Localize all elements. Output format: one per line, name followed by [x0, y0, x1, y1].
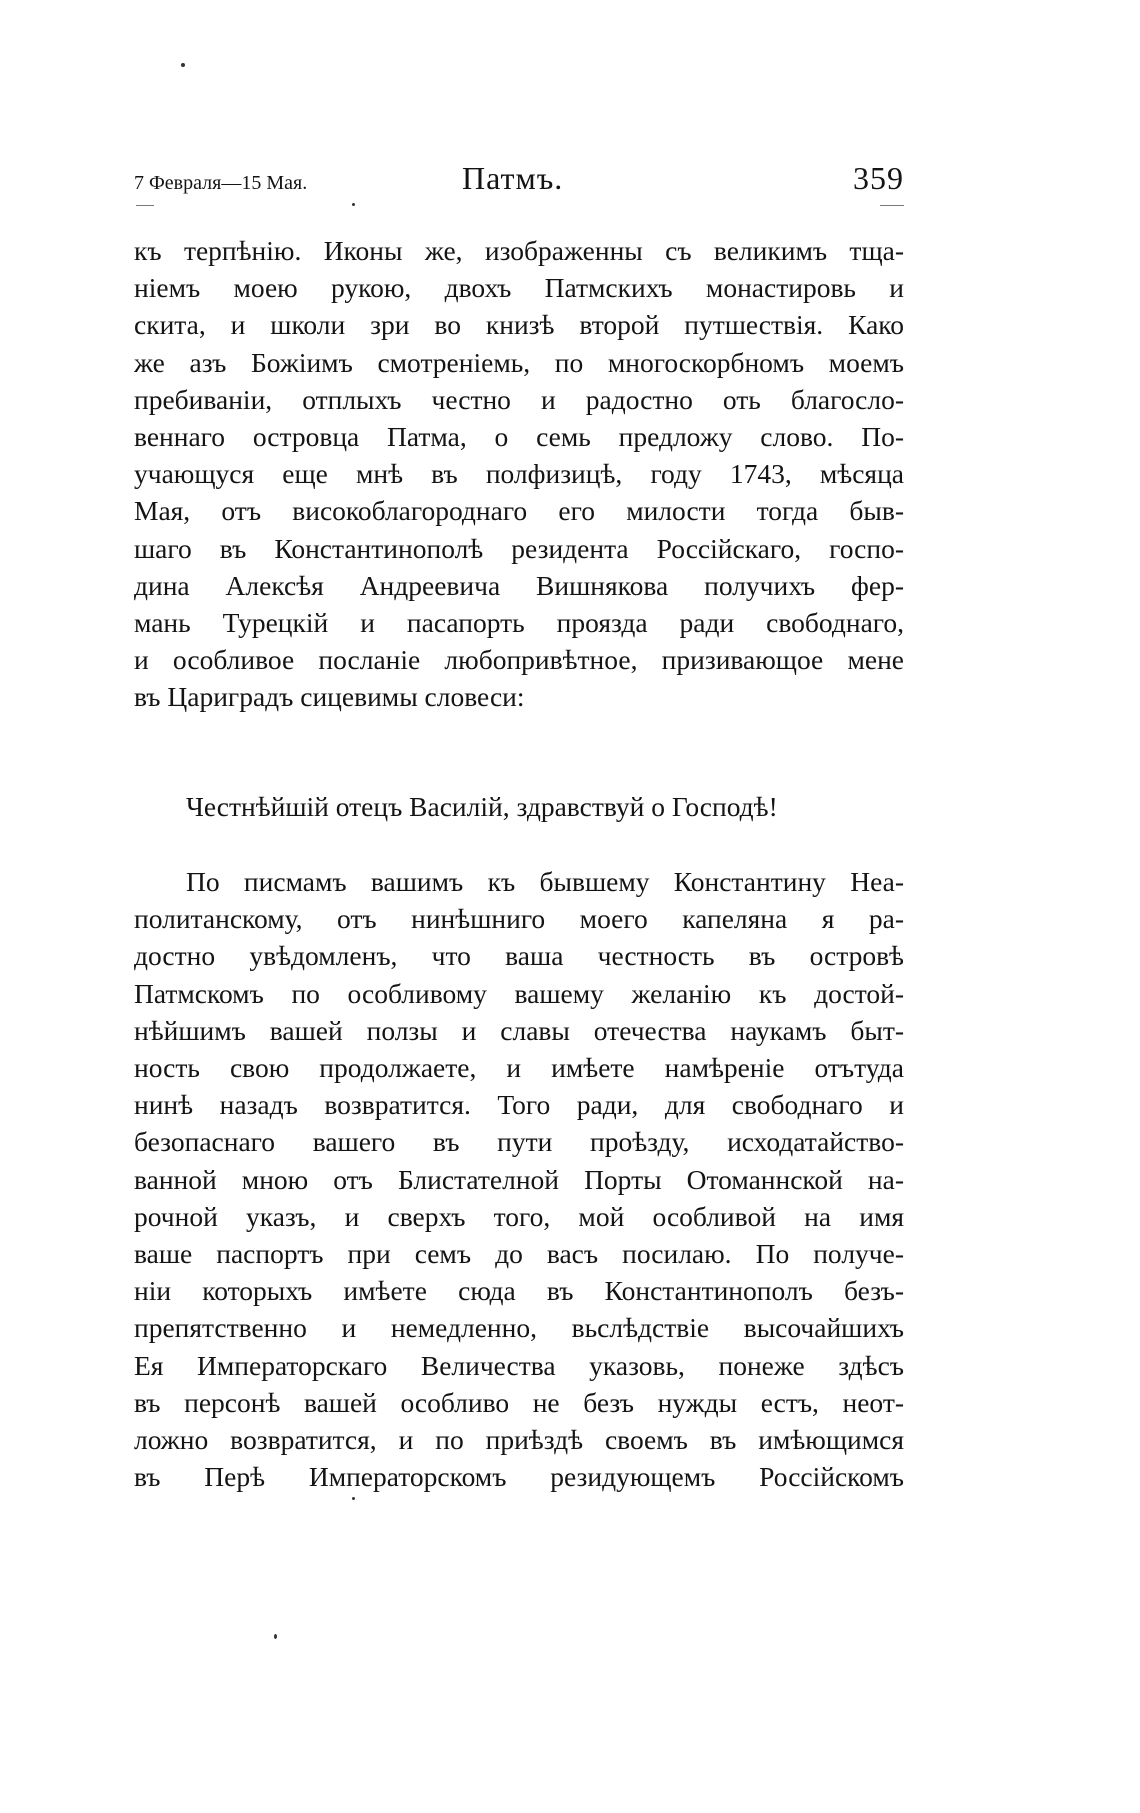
text-line: учающуся еще мнѣ въ полфизицѣ, году 1743, мѣсяца	[134, 458, 904, 490]
running-header	[134, 160, 904, 200]
text-line: же азъ Божіимъ смотреніемь, по многоскорбномъ моемъ	[134, 346, 904, 378]
page-number: 359	[853, 160, 904, 196]
text-line: скита, и школи зри во книзѣ второй путшествія. Како	[134, 309, 904, 341]
ink-speck	[274, 1634, 277, 1639]
header-date-range: 7 Февраля—15 Мая.	[134, 172, 308, 194]
text-line: и особливое посланіе любопривѣтное, призивающое мене	[134, 644, 904, 676]
text-line: въ персонѣ вашей особливо не безъ нужды естъ, неот-	[134, 1386, 904, 1418]
text-line: Патмскомъ по особливому вашему желанію къ достой-	[134, 977, 904, 1009]
text-line: въ Перѣ Императорскомъ резидующемъ Россійскомъ	[134, 1461, 904, 1493]
text-line: нѣйшимъ вашей ползы и славы отечества наукамъ быт-	[134, 1014, 904, 1046]
text-line: Мая, отъ високоблагороднаго его милости тогда быв-	[134, 495, 904, 527]
text-line: пребиваніи, отплыхъ честно и радостно оть благосло-	[134, 383, 904, 415]
text-line: шаго въ Константинополѣ резидента Россійскаго, госпо-	[134, 532, 904, 564]
text-line: ность свою продолжаете, и имѣете намѣреніе отътуда	[134, 1052, 904, 1084]
text-line: нинѣ назадъ возвратится. Того ради, для свободнаго и	[134, 1089, 904, 1121]
text-line: Ея Императорскаго Величества указовь, понеже здѣсъ	[134, 1349, 904, 1381]
ink-speck	[181, 63, 185, 67]
body-paragraph	[134, 232, 904, 716]
text-line: ніемъ моею рукою, двохъ Патмскихъ монастировь и	[134, 272, 904, 304]
text-line: мань Турецкій и пасапорть проязда ради свободнаго,	[134, 607, 904, 639]
text-line: въ Цариградъ сицевимы словеси:	[134, 681, 525, 713]
text-line: ложно возвратится, и по приѣздѣ своемъ въ имѣющимся	[134, 1424, 904, 1456]
text-line: политанскому, отъ нинѣшниго моего капеляна я ра-	[134, 903, 904, 935]
header-rule-mark	[136, 205, 154, 206]
ink-speck	[352, 203, 355, 206]
text-line: По писмамъ вашимъ къ бывшему Константину Неа-	[186, 866, 904, 897]
text-line: ваше паспортъ при семъ до васъ посилаю. По получе-	[134, 1238, 904, 1270]
header-rule-mark	[880, 205, 904, 206]
text-line: ніи которыхъ имѣете сюда въ Константинополъ безъ-	[134, 1275, 904, 1307]
text-line: препятственно и немедленно, вьслѣдствіе высочайшихъ	[134, 1312, 904, 1344]
letter-paragraph	[134, 863, 904, 1495]
text-line: рочной указъ, и сверхъ того, мой особливой на имя	[134, 1200, 904, 1232]
text-line: дина Алексѣя Андреевича Вишнякова получихъ фер-	[134, 569, 904, 601]
letter-salutation: Честнѣйшій отецъ Василій, здравствуй о Господѣ!	[186, 791, 778, 822]
text-line: веннаго островца Патма, о семь предложу слово. По-	[134, 421, 904, 453]
text-line: къ терпѣнію. Иконы же, изображенны съ великимъ тща-	[134, 235, 904, 266]
text-line: безопаснаго вашего въ пути проѣзду, исходатайство-	[134, 1126, 904, 1158]
header-title: Патмъ.	[462, 160, 564, 196]
text-line: достно увѣдомленъ, что ваша честность въ островѣ	[134, 940, 904, 972]
text-line: ванной мною отъ Блистателной Порты Отоманнской на-	[134, 1163, 904, 1195]
ink-speck	[352, 1497, 355, 1500]
